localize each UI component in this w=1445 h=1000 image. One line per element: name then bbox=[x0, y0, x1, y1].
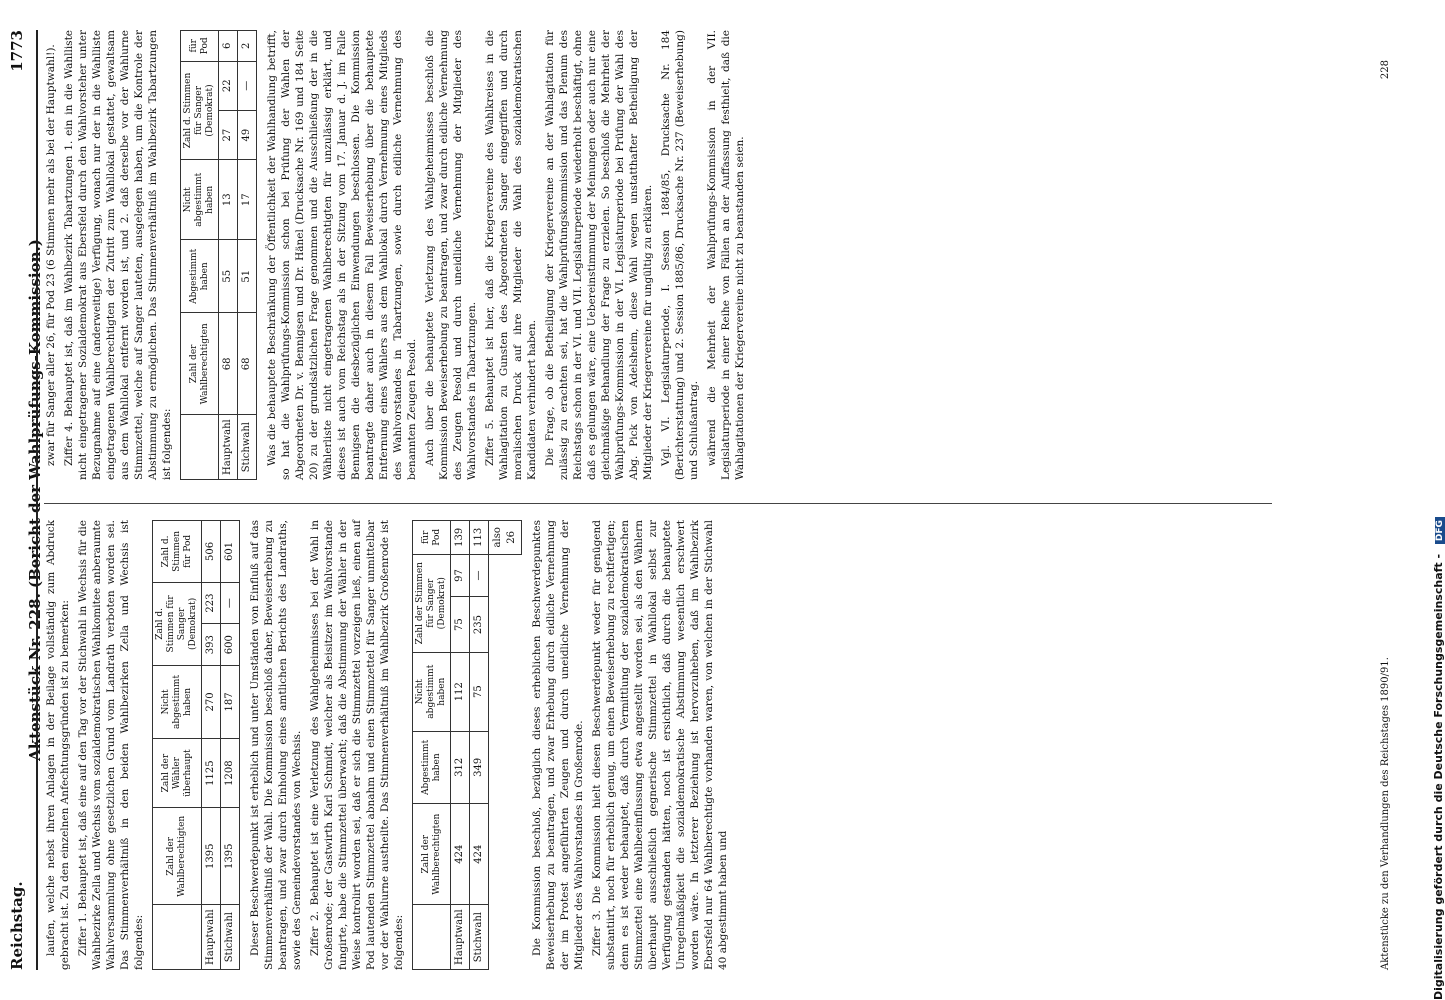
table-cell: 97 bbox=[451, 554, 470, 597]
table-header: Nicht abgestimmt haben bbox=[181, 160, 219, 240]
table-header: Zahl d. Stimmen für Sanger (Demokrat) bbox=[181, 61, 219, 160]
table-row bbox=[238, 31, 257, 480]
table-cell: Stichwahl bbox=[221, 905, 240, 970]
paragraph: Ziffer 5. Behauptet ist hier, daß die Kriegervereine des Wahlkreises in die Wahlagitation zu Gunsten des Abgeordneten Sanger eingegriffen und durch moralischen Druck auf ihre Mitglieder die Wahl des sozialdemokratischen Kandidaten verhindert haben. bbox=[484, 30, 538, 480]
table-row bbox=[221, 521, 240, 970]
paragraph: Ziffer 1. Behauptet ist, daß eine auf den Tag vor der Stichwahl in Wechsis für die Wahlbezirke Zella und Wechsis vom sozialdemokratischen Wahlkomitee anberaumte Wahlversammlung ohne gesetzlichen Grund vom Landrath verboten worden sei. Das Stimmenverhältniß in den beiden Wahlbezirken Zella und Wechsis ist folgendes: bbox=[77, 520, 145, 970]
paragraph: Ziffer 4. Behauptet ist, daß im Wahlbezirk Tabartzungen 1. ein in die Wahlliste nicht eingetragener Sozialdemokrat aus Ebersfeld durch den Wahlvorsteher unter Bezugnahme auf eine (anderweitige) Verfügung, wonach nur der in die Wahlliste eingetragenen Wahlberechtigten der Zutritt zum Wahllokal gestattet, gewaltsam aus dem Wahllokal entfernt worden ist, und 2. daß derselbe vor der Wahlurne Stimmzettel, welche auf Sanger lauteten, ausgelegen haben, um die Kontrole der Abstimmung zu ermöglichen. Das Stimmenverhältniß im Wahlbezirk Tabartzungen ist folgendes: bbox=[63, 30, 173, 480]
paragraph: Die Kommission beschloß, bezüglich dieses erheblichen Beschwerdepunktes Beweiserhebung zu beantragen, und zwar Erhebung durch eidliche Vernehmung der im Protest angeführten Zeugen und durch uneidliche Vernehmung der Mitglieder des Wahlvorstandes in Großenrode. bbox=[531, 520, 585, 970]
table-header: Zahl d. Stimmen für Pod bbox=[153, 521, 202, 583]
table-cell: Hauptwahl bbox=[202, 905, 221, 970]
table-cell: 424 bbox=[470, 804, 489, 905]
table-cell: 1125 bbox=[202, 738, 221, 807]
vote-table-zella bbox=[152, 520, 240, 970]
table-header: Zahl der Wahlberechtigten bbox=[413, 804, 451, 905]
table-cell: 349 bbox=[470, 731, 489, 803]
table-header bbox=[153, 905, 202, 970]
table-cell: 187 bbox=[221, 665, 240, 738]
table-header: Zahl der Wahlberechtigten bbox=[181, 313, 219, 415]
table-cell: 139 bbox=[451, 521, 470, 555]
paragraph: Auch über die behauptete Verletzung des Wahlgeheimnisses beschloß die Kommission Beweiserhebung zu beantragen, und zwar durch eidliche Vernehmung des Zeugen Pesold und durch uneidliche Vernehmung der Mitglieder des Wahlvorstandes in Tabartzungen. bbox=[424, 30, 478, 480]
table-cell: 75 bbox=[470, 652, 489, 731]
table-row bbox=[451, 521, 470, 970]
page-header bbox=[8, 30, 44, 970]
table-cell: 113 bbox=[470, 521, 489, 555]
table-cell: Stichwahl bbox=[238, 415, 257, 480]
table-cell: 112 bbox=[451, 652, 470, 731]
table-header bbox=[413, 905, 451, 970]
table-cell: 424 bbox=[451, 804, 470, 905]
table-cell: 68 bbox=[238, 313, 257, 415]
table-cell: 600 bbox=[221, 624, 240, 666]
table-header: Zahl d. Stimmen für Sanger (Demokrat) bbox=[153, 582, 202, 665]
table-header: für Pod bbox=[181, 31, 219, 62]
table-cell: 68 bbox=[219, 313, 238, 415]
table-cell: 6 bbox=[219, 31, 238, 62]
table-cell: 601 bbox=[221, 521, 240, 583]
column-divider bbox=[44, 503, 1272, 504]
table-cell: 55 bbox=[219, 240, 238, 313]
header-title: Aktenstück Nr. 228. bbox=[26, 593, 44, 761]
table-footnote: also 26 bbox=[489, 521, 522, 555]
table-cell: 270 bbox=[202, 665, 221, 738]
table-cell: 1208 bbox=[221, 738, 240, 807]
table-cell: Stichwahl bbox=[470, 905, 489, 970]
table-cell: 393 bbox=[202, 624, 221, 666]
table-row bbox=[219, 31, 238, 480]
table-header: Zahl der Wahlberechtigten bbox=[153, 808, 202, 905]
table-cell: 1395 bbox=[202, 808, 221, 905]
header-rule bbox=[36, 30, 38, 970]
table-cell: 51 bbox=[238, 240, 257, 313]
table-row bbox=[489, 521, 522, 970]
header-page-number: 1773 bbox=[8, 30, 26, 72]
table-cell: 235 bbox=[470, 597, 489, 652]
table-header: Abgestimmt haben bbox=[181, 240, 219, 313]
table-row bbox=[202, 521, 221, 970]
table-cell: 22 bbox=[219, 61, 238, 110]
paragraph: während die Mehrheit der Wahlprüfungs-Kommission in der VII. Legislaturperiode in einer Reihe von Fällen an der Auffassung festhielt, daß die Wahlagitationen der Kriegervereine nicht zu beanstanden seien. bbox=[706, 30, 746, 480]
right-column bbox=[44, 30, 751, 480]
vote-table-grossenrode bbox=[412, 520, 522, 970]
digitization-text: Digitalisierung gefördert durch die Deutsche Forschungsgemeinschaft - bbox=[1432, 553, 1445, 1000]
paragraph: Was die behauptete Beschränkung der Öffentlichkeit der Wahlhandlung betrifft, so hat die Wahlprüfungs-Kommission schon bei Prüfung der Wahlen der Abgeordneten Dr. v. Bennigsen und Dr. Hänel (Drucksache Nr. 169 und 184 Seite 20) zu der grundsätzlichen Frage genommen und die Ausschließung der in die Wählerliste nicht eingetragenen Wahlberechtigten für unzulässig erklärt, und dieses ist auch vom Reichstag als in der Sitzung vom 17. Januar d. J. im Falle Bennigsen die diesbezüglichen Einwendungen beschlossen. Die Kommission beantragte daher auch in diesem Fall Beweiserhebung über die behauptete Entfernung eines Wählers aus dem Wahllokal durch Vernehmung eines Mitglieds des Wahlvorstandes in Tabartzungen, sowie durch eidliche Vernehmung des benannten Zeugen Pesold. bbox=[266, 30, 418, 480]
table-cell: 49 bbox=[238, 110, 257, 159]
table-header: für Pod bbox=[413, 521, 451, 555]
header-context: (Bericht der Wahlprüfungs-Kommission.) bbox=[26, 239, 44, 588]
table-header: Zahl der Wähler überhaupt bbox=[153, 738, 202, 807]
dfg-logo: DFG bbox=[1435, 517, 1445, 544]
paragraph: Vgl. VI. Legislaturperiode, I. Session 1884/85, Drucksache Nr. 184 (Berichterstattung) und 2. Session 1885/86, Drucksache Nr. 237 (Beweiserhebung) und Schlußantrag. bbox=[660, 30, 700, 480]
table-cell: 506 bbox=[202, 521, 221, 583]
table-cell: 27 bbox=[219, 110, 238, 159]
bottom-page-number: 228 bbox=[1380, 60, 1391, 80]
header-left: Reichstag. bbox=[8, 881, 26, 970]
table-cell: 1395 bbox=[221, 808, 240, 905]
paragraph: zwar für Sanger aller 26, für Pod 23 (6 Stimmen mehr als bei der Hauptwahl!). bbox=[45, 44, 57, 466]
paragraph: Dieser Beschwerdepunkt ist erheblich und unter Umständen von Einfluß auf das Stimmenverhältniß der Wahl. Die Kommission beschloß daher, Beweiserhebung zu beantragen, und zwar durch Einholung eines amtlichen Berichts des Landraths, sowie des Gemeindevorstandes von Wechsis. bbox=[249, 520, 303, 970]
table-cell: 2 bbox=[238, 31, 257, 62]
table-cell: — bbox=[238, 61, 257, 110]
table-cell: — bbox=[221, 582, 240, 624]
table-header bbox=[181, 415, 219, 480]
table-header: Zahl der Stimmen für Sanger (Demokrat) bbox=[413, 554, 451, 652]
paragraph: laufen, welche nebst ihren Anlagen in der Beilage vollständig zum Abdruck gebracht ist. Zu den einzelnen Anfechtungsgründen ist zu bemerken: bbox=[45, 520, 71, 970]
paragraph: Die Frage, ob die Betheiligung der Kriegervereine an der Wahlagitation für zulässig zu erachten sei, hat die Wahlprüfungskommission und das Plenum des Reichstags schon in der VI. und VII. Legislaturperiode wiederholt beschäftigt, ohne daß es gelungen wäre, eine Uebereinstimmung der Meinungen oder auch nur eine gleichmäßige Behandlung der Frage zu erzielen. So beschloß die Mehrheit der Wahlprüfungs-Kommission in der VI. Legislaturperiode bei Prüfung der Wahl des Abg. Pick von Adelsheim, diese Wahl wegen unstatthafter Betheiligung der Mitglieder der Kriegervereine für ungültig zu erklären. bbox=[544, 30, 654, 480]
table-header: Nicht abgestimmt haben bbox=[413, 652, 451, 731]
paragraph: Ziffer 3. Die Kommission hielt diesen Beschwerdepunkt weder für genügend substantiirt, noch für erheblich genug, um einen Beweiserhebung zu rechtfertigen; denn es ist weder behauptet, daß durch Vermittlung der sozialdemokratischen Stimmzettel eine Wahlbeeinflussung etwa angestellt worden sei, als den Wählern überhaupt ausschließlich gegnerische Stimmzettel in Wahllokal selbst zur Verfügung gestanden hätten, noch ist ersichtlich, daß durch die behauptete Unregelmäßigkeit die sozialdemokratische Abstimmung wesentlich erschwert worden wäre. In letzterer Beziehung ist hervorzuheben, daß im Wahlbezirk Ebersfeld nur 64 Wahlberechtigte vorhanden waren, von welchen in der Stichwahl 40 abgestimmt haben und bbox=[591, 520, 729, 970]
vote-table-tabartz bbox=[180, 30, 257, 480]
table-cell: — bbox=[470, 554, 489, 597]
table-cell: Hauptwahl bbox=[219, 415, 238, 480]
table-row bbox=[470, 521, 489, 970]
paragraph: Ziffer 2. Behauptet ist eine Verletzung des Wahlgeheimnisses bei der Wahl in Großenrode; der Gastwirth Karl Schmidt, welcher als Beisitzer im Wahlvorstande fungirte, habe die Stimmzettel überwacht; daß die Abstimmung der Wähler in der Weise kontrolirt worden sei, daß er sich die Stimmzettel vorzeigen ließ, einen auf Pod lautenden Stimmzettel abnahm und einen Stimmzettel für Sanger unmittelbar vor der Wahlurne austheilte. Das Stimmenverhältniß im Wahlbezirk Großenrode ist folgendes: bbox=[309, 520, 405, 970]
footer-line: Aktenstücke zu den Verhandlungen des Reichstages 1890/91. bbox=[1380, 657, 1391, 970]
table-cell: 75 bbox=[451, 597, 470, 652]
table-header: Nicht abgestimmt haben bbox=[153, 665, 202, 738]
table-cell: 312 bbox=[451, 731, 470, 803]
digitization-note bbox=[1432, 60, 1445, 1000]
table-cell: 223 bbox=[202, 582, 221, 624]
table-cell: Hauptwahl bbox=[451, 905, 470, 970]
table-cell: 13 bbox=[219, 160, 238, 240]
header-center bbox=[26, 30, 44, 970]
left-column bbox=[44, 520, 734, 970]
table-cell: 17 bbox=[238, 160, 257, 240]
table-header: Abgestimmt haben bbox=[413, 731, 451, 803]
